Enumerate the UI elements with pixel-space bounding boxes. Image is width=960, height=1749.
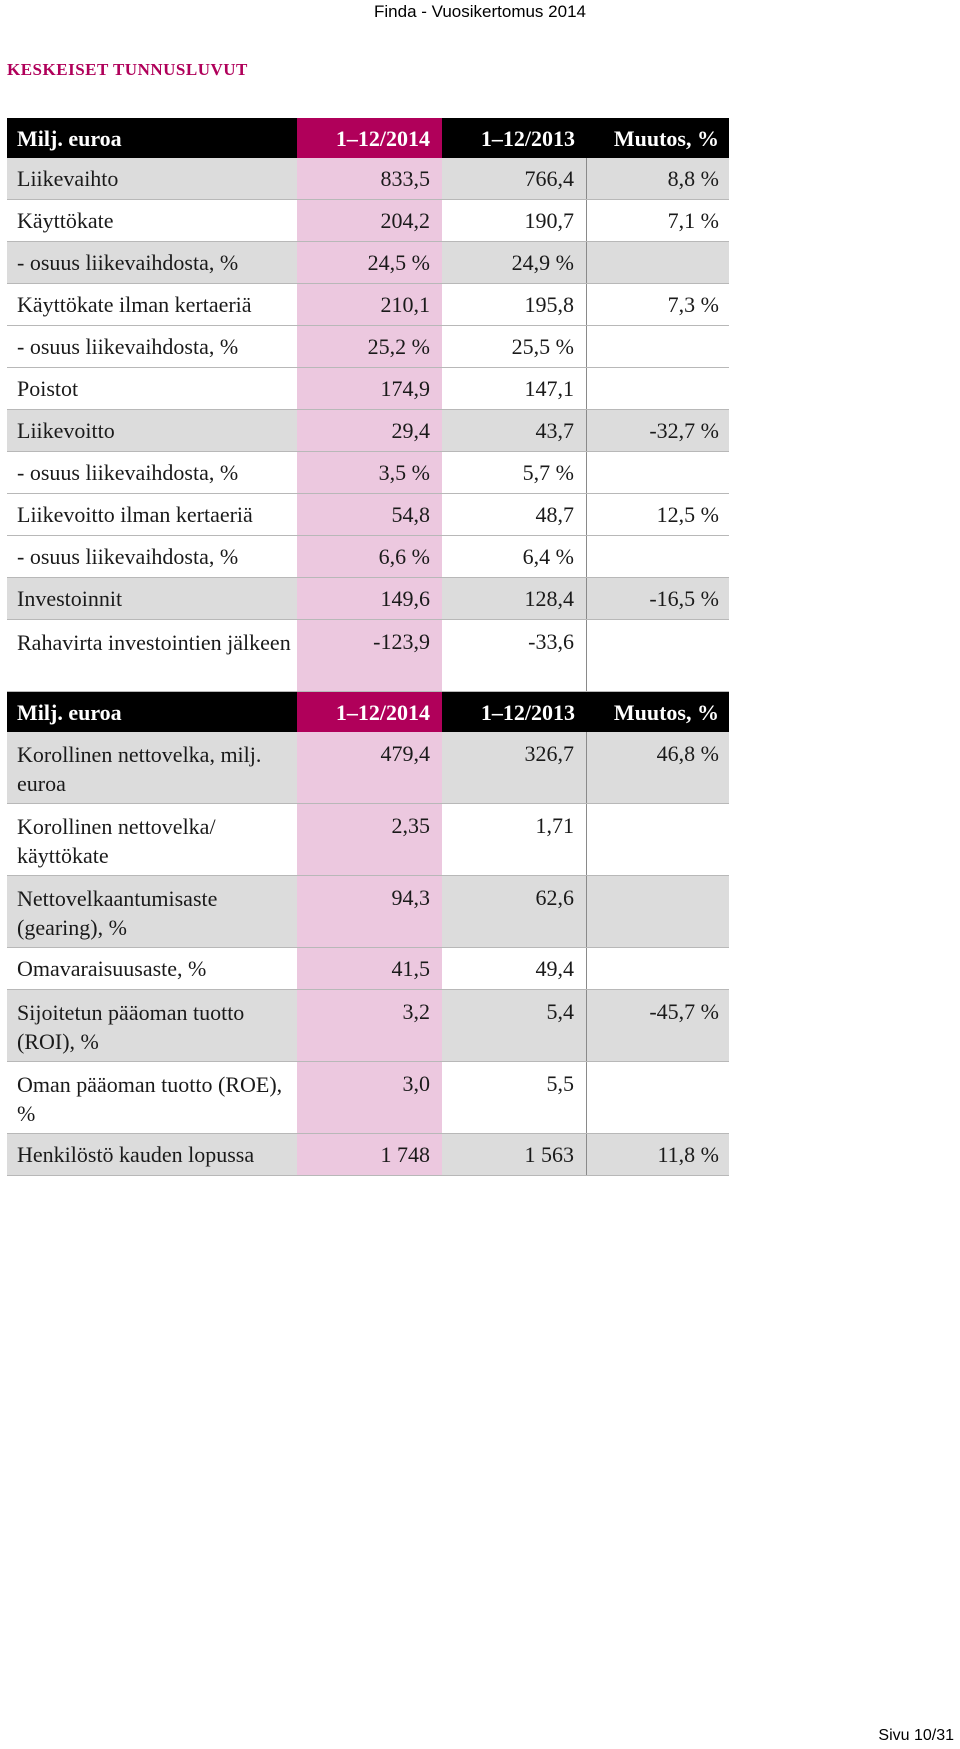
table-row bbox=[7, 410, 729, 452]
value-change: -16,5 % bbox=[587, 578, 729, 619]
value-2013: 1 563 bbox=[442, 1134, 587, 1175]
value-2014: 54,8 bbox=[297, 494, 442, 535]
value-change: 7,1 % bbox=[587, 200, 729, 241]
value-change: 7,3 % bbox=[587, 284, 729, 325]
value-2013: 24,9 % bbox=[442, 242, 587, 283]
value-2014: 1 748 bbox=[297, 1134, 442, 1175]
row-label: Liikevoitto ilman kertaeriä bbox=[7, 494, 297, 535]
value-2013: 25,5 % bbox=[442, 326, 587, 367]
row-label: Henkilöstö kauden lopussa bbox=[7, 1134, 297, 1175]
value-2014: 3,2 bbox=[297, 990, 442, 1061]
value-2014: 479,4 bbox=[297, 732, 442, 803]
section-title: KESKEISET TUNNUSLUVUT bbox=[7, 60, 248, 79]
table-row bbox=[7, 804, 729, 876]
value-2014: 24,5 % bbox=[297, 242, 442, 283]
column-header-change: Muutos, % bbox=[587, 118, 729, 158]
column-header-2014: 1–12/2014 bbox=[297, 692, 442, 732]
value-2013: 49,4 bbox=[442, 948, 587, 989]
value-2014: 29,4 bbox=[297, 410, 442, 451]
column-header-change: Muutos, % bbox=[587, 692, 729, 732]
value-change bbox=[587, 1062, 729, 1133]
value-change bbox=[587, 876, 729, 947]
column-header-label: Milj. euroa bbox=[7, 692, 297, 732]
table-row bbox=[7, 578, 729, 620]
table-row bbox=[7, 452, 729, 494]
table-row bbox=[7, 990, 729, 1062]
value-2013: 5,4 bbox=[442, 990, 587, 1061]
value-change: 46,8 % bbox=[587, 732, 729, 803]
value-2014: 94,3 bbox=[297, 876, 442, 947]
row-label: Korollinen nettovelka, milj. euroa bbox=[7, 732, 297, 803]
value-2013: 5,5 bbox=[442, 1062, 587, 1133]
value-2014: 41,5 bbox=[297, 948, 442, 989]
value-change bbox=[587, 804, 729, 875]
table-header-row bbox=[7, 692, 729, 732]
value-2013: 43,7 bbox=[442, 410, 587, 451]
value-2013: 48,7 bbox=[442, 494, 587, 535]
table-row bbox=[7, 158, 729, 200]
row-label: Nettovelkaantumisaste (gearing), % bbox=[7, 876, 297, 947]
row-label: Poistot bbox=[7, 368, 297, 409]
value-2013: 190,7 bbox=[442, 200, 587, 241]
table-row bbox=[7, 536, 729, 578]
row-label: - osuus liikevaihdosta, % bbox=[7, 326, 297, 367]
value-2013: 128,4 bbox=[442, 578, 587, 619]
value-2014: -123,9 bbox=[297, 620, 442, 691]
table-row bbox=[7, 876, 729, 948]
value-2013: 62,6 bbox=[442, 876, 587, 947]
column-header-label: Milj. euroa bbox=[7, 118, 297, 158]
value-change: 11,8 % bbox=[587, 1134, 729, 1175]
column-header-2013: 1–12/2013 bbox=[442, 118, 587, 158]
row-label: Käyttökate bbox=[7, 200, 297, 241]
column-header-2014: 1–12/2014 bbox=[297, 118, 442, 158]
table-row bbox=[7, 242, 729, 284]
table-row bbox=[7, 284, 729, 326]
kpi-table bbox=[7, 118, 729, 1176]
value-2014: 149,6 bbox=[297, 578, 442, 619]
value-change bbox=[587, 368, 729, 409]
table-row bbox=[7, 200, 729, 242]
row-label: - osuus liikevaihdosta, % bbox=[7, 452, 297, 493]
value-2013: -33,6 bbox=[442, 620, 587, 691]
table-header-row bbox=[7, 118, 729, 158]
value-change: -32,7 % bbox=[587, 410, 729, 451]
value-change: 12,5 % bbox=[587, 494, 729, 535]
value-2014: 6,6 % bbox=[297, 536, 442, 577]
value-change bbox=[587, 326, 729, 367]
row-label: Investoinnit bbox=[7, 578, 297, 619]
value-2013: 326,7 bbox=[442, 732, 587, 803]
page-header: Finda - Vuosikertomus 2014 bbox=[374, 2, 586, 21]
value-2013: 195,8 bbox=[442, 284, 587, 325]
value-change bbox=[587, 620, 729, 691]
page-number: Sivu 10/31 bbox=[878, 1727, 954, 1744]
value-change bbox=[587, 242, 729, 283]
row-label: Sijoitetun pääoman tuotto (ROI), % bbox=[7, 990, 297, 1061]
table-row bbox=[7, 1062, 729, 1134]
row-label: Rahavirta investointien jälkeen bbox=[7, 620, 297, 691]
value-2014: 204,2 bbox=[297, 200, 442, 241]
table-row bbox=[7, 1134, 729, 1176]
value-2014: 25,2 % bbox=[297, 326, 442, 367]
row-label: Oman pääoman tuotto (ROE), % bbox=[7, 1062, 297, 1133]
value-change: -45,7 % bbox=[587, 990, 729, 1061]
value-2014: 3,0 bbox=[297, 1062, 442, 1133]
row-label: Omavaraisuusaste, % bbox=[7, 948, 297, 989]
row-label: Käyttökate ilman kertaeriä bbox=[7, 284, 297, 325]
table-row bbox=[7, 732, 729, 804]
row-label: Liikevaihto bbox=[7, 158, 297, 199]
value-change: 8,8 % bbox=[587, 158, 729, 199]
value-2013: 147,1 bbox=[442, 368, 587, 409]
value-2013: 1,71 bbox=[442, 804, 587, 875]
value-2013: 5,7 % bbox=[442, 452, 587, 493]
row-label: Korollinen nettovelka/ käyttökate bbox=[7, 804, 297, 875]
value-change bbox=[587, 452, 729, 493]
value-2014: 3,5 % bbox=[297, 452, 442, 493]
value-2013: 766,4 bbox=[442, 158, 587, 199]
table-row bbox=[7, 494, 729, 536]
table-row bbox=[7, 326, 729, 368]
table-row bbox=[7, 948, 729, 990]
column-header-2013: 1–12/2013 bbox=[442, 692, 587, 732]
row-label: - osuus liikevaihdosta, % bbox=[7, 242, 297, 283]
value-2014: 2,35 bbox=[297, 804, 442, 875]
value-2014: 833,5 bbox=[297, 158, 442, 199]
value-2014: 174,9 bbox=[297, 368, 442, 409]
row-label: - osuus liikevaihdosta, % bbox=[7, 536, 297, 577]
table-row bbox=[7, 368, 729, 410]
value-2014: 210,1 bbox=[297, 284, 442, 325]
value-change bbox=[587, 948, 729, 989]
value-change bbox=[587, 536, 729, 577]
value-2013: 6,4 % bbox=[442, 536, 587, 577]
table-row bbox=[7, 620, 729, 692]
row-label: Liikevoitto bbox=[7, 410, 297, 451]
